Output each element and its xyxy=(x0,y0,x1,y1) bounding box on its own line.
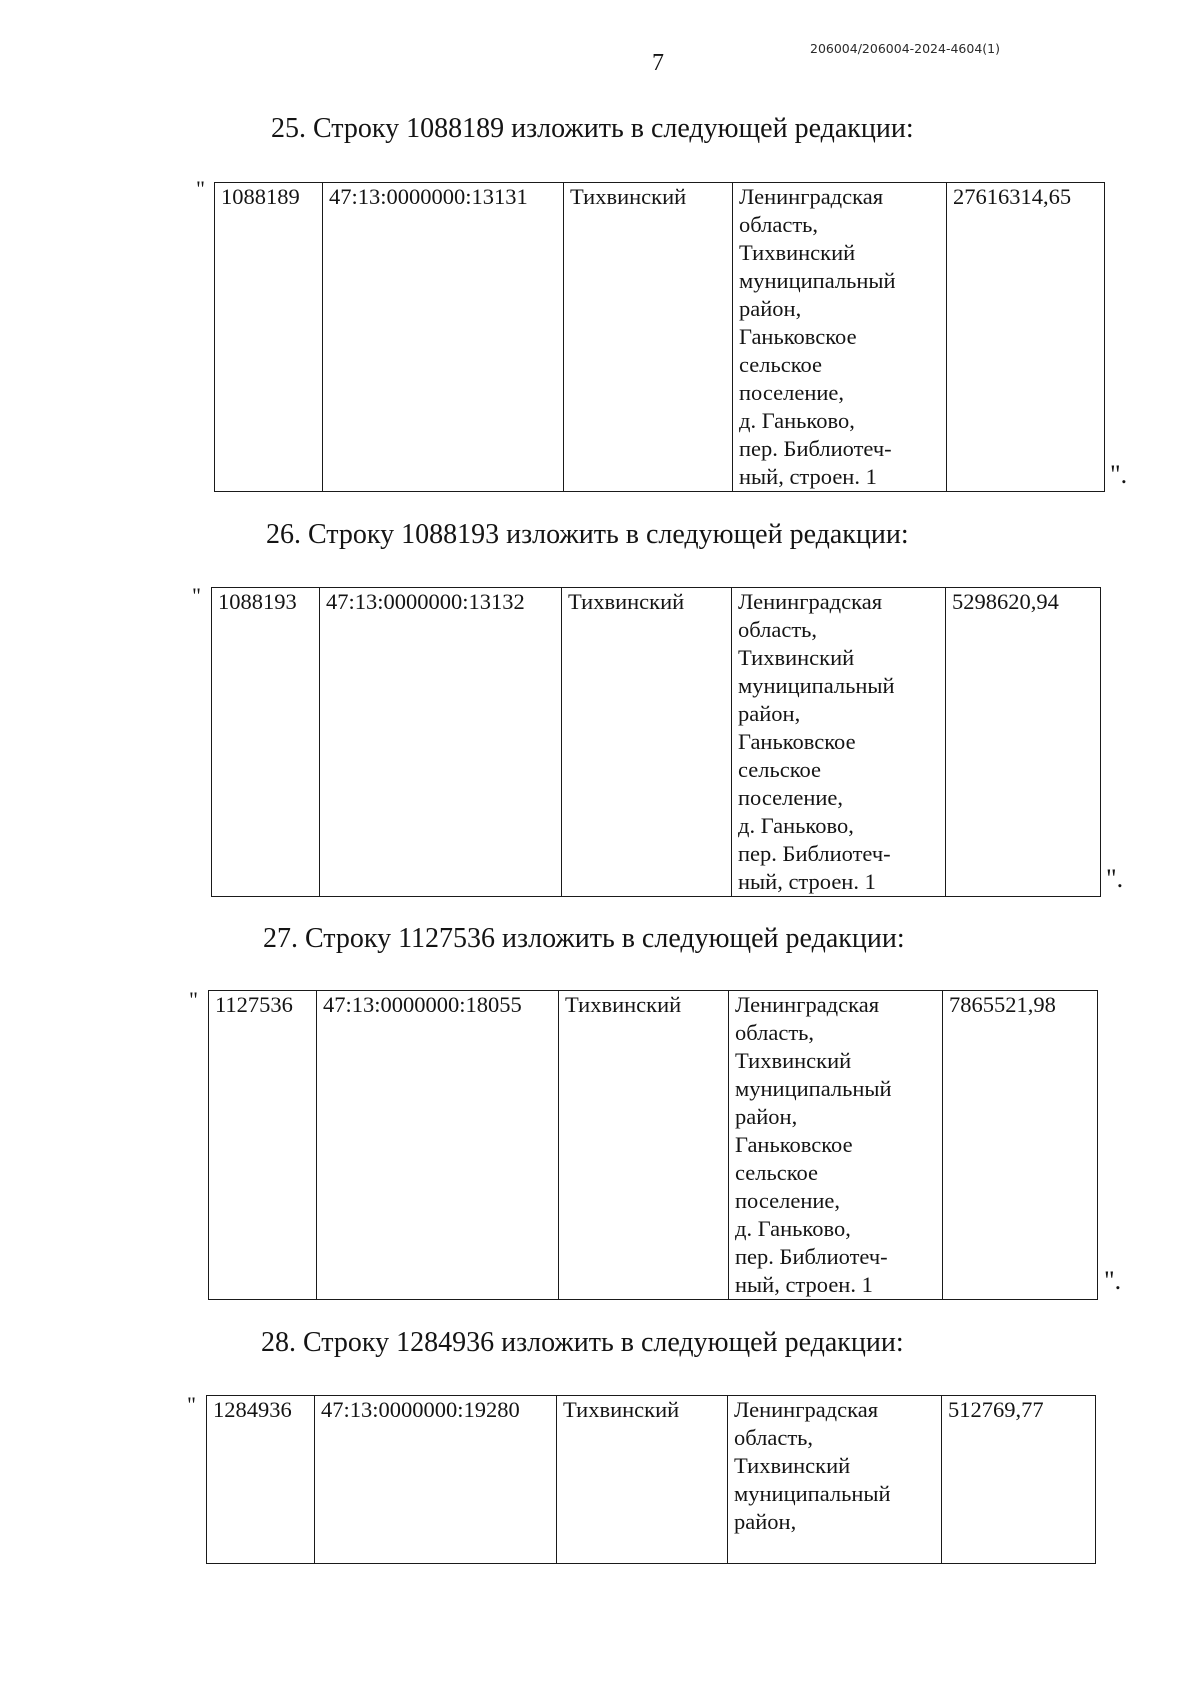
cadastral-value-cell: 7865521,98 xyxy=(943,991,1098,1300)
cadastral-number-cell: 47:13:0000000:18055 xyxy=(317,991,559,1300)
row-number-cell: 1088193 xyxy=(212,588,320,897)
address-line: Ленинградская xyxy=(738,589,883,614)
address-cell xyxy=(732,588,946,897)
address-line: Тихвинский xyxy=(735,1048,852,1073)
section-heading: 27. Строку 1127536 изложить в следующей редакции: xyxy=(263,923,905,954)
open-quote-mark: " xyxy=(189,987,198,1012)
address-line: муниципальный xyxy=(738,673,895,698)
table-row xyxy=(215,183,1105,492)
district-cell: Тихвинский xyxy=(559,991,729,1300)
address-line: д. Ганьково, xyxy=(739,408,855,433)
register-row-table xyxy=(214,182,1105,492)
open-quote-mark: " xyxy=(196,176,205,201)
open-quote-mark: " xyxy=(192,583,201,608)
cadastral-value-cell: 27616314,65 xyxy=(947,183,1105,492)
table-row xyxy=(207,1396,1096,1564)
address-line: область, xyxy=(739,212,819,237)
address-line: муниципальный xyxy=(734,1481,891,1506)
cadastral-value-cell: 512769,77 xyxy=(942,1396,1096,1564)
address-line: сельское xyxy=(739,352,823,377)
address-line: район, xyxy=(734,1509,797,1534)
table-row xyxy=(209,991,1098,1300)
address-line: Тихвинский xyxy=(734,1453,851,1478)
document-id: 206004/206004-2024-4604(1) xyxy=(810,41,1000,56)
table-row xyxy=(212,588,1101,897)
address-line: Ганьковское xyxy=(738,729,856,754)
address-line: сельское xyxy=(738,757,822,782)
district-cell: Тихвинский xyxy=(564,183,733,492)
address-line: Ганьковское xyxy=(735,1132,853,1157)
row-number-cell: 1127536 xyxy=(209,991,317,1300)
section-heading: 26. Строку 1088193 изложить в следующей редакции: xyxy=(266,519,909,550)
register-row-table xyxy=(206,1395,1096,1564)
close-quote-mark: ". xyxy=(1110,460,1128,489)
address-cell xyxy=(733,183,947,492)
address-cell xyxy=(728,1396,942,1564)
register-row-table xyxy=(211,587,1101,897)
address-line: район, xyxy=(739,296,802,321)
address-line: область, xyxy=(738,617,818,642)
address-line: Ленинградская xyxy=(739,184,884,209)
address-line: Ганьковское xyxy=(739,324,857,349)
cadastral-number-cell: 47:13:0000000:13132 xyxy=(320,588,562,897)
address-line: поселение, xyxy=(739,380,845,405)
section-heading: 28. Строку 1284936 изложить в следующей редакции: xyxy=(261,1327,904,1358)
cadastral-number-cell: 47:13:0000000:13131 xyxy=(323,183,564,492)
cadastral-value-cell: 5298620,94 xyxy=(946,588,1101,897)
page-number: 7 xyxy=(652,50,664,76)
address-line: муниципальный xyxy=(735,1076,892,1101)
row-number-cell: 1088189 xyxy=(215,183,323,492)
address-line: район, xyxy=(735,1104,798,1129)
close-quote-mark: ". xyxy=(1106,864,1124,893)
address-line: поселение, xyxy=(738,785,844,810)
address-line: область, xyxy=(734,1425,814,1450)
address-line: пер. Библиотеч- xyxy=(739,436,892,461)
section-heading: 25. Строку 1088189 изложить в следующей редакции: xyxy=(271,113,914,144)
register-row-table xyxy=(208,990,1098,1300)
district-cell: Тихвинский xyxy=(557,1396,728,1564)
address-line: муниципальный xyxy=(739,268,896,293)
address-line: пер. Библиотеч- xyxy=(735,1244,888,1269)
address-line: ный, строен. 1 xyxy=(739,464,877,489)
address-line: область, xyxy=(735,1020,815,1045)
address-line: поселение, xyxy=(735,1188,841,1213)
address-line: Ленинградская xyxy=(734,1397,879,1422)
address-line: Тихвинский xyxy=(738,645,855,670)
address-cell xyxy=(729,991,943,1300)
address-line: д. Ганьково, xyxy=(738,813,854,838)
row-number-cell: 1284936 xyxy=(207,1396,315,1564)
open-quote-mark: " xyxy=(187,1392,196,1417)
address-line: ный, строен. 1 xyxy=(738,869,876,894)
close-quote-mark: ". xyxy=(1104,1266,1122,1295)
address-line: д. Ганьково, xyxy=(735,1216,851,1241)
address-line: район, xyxy=(738,701,801,726)
address-line: Ленинградская xyxy=(735,992,880,1017)
address-line: пер. Библиотеч- xyxy=(738,841,891,866)
address-line: сельское xyxy=(735,1160,819,1185)
cadastral-number-cell: 47:13:0000000:19280 xyxy=(315,1396,557,1564)
address-line: Тихвинский xyxy=(739,240,856,265)
address-line: ный, строен. 1 xyxy=(735,1272,873,1297)
district-cell: Тихвинский xyxy=(562,588,732,897)
